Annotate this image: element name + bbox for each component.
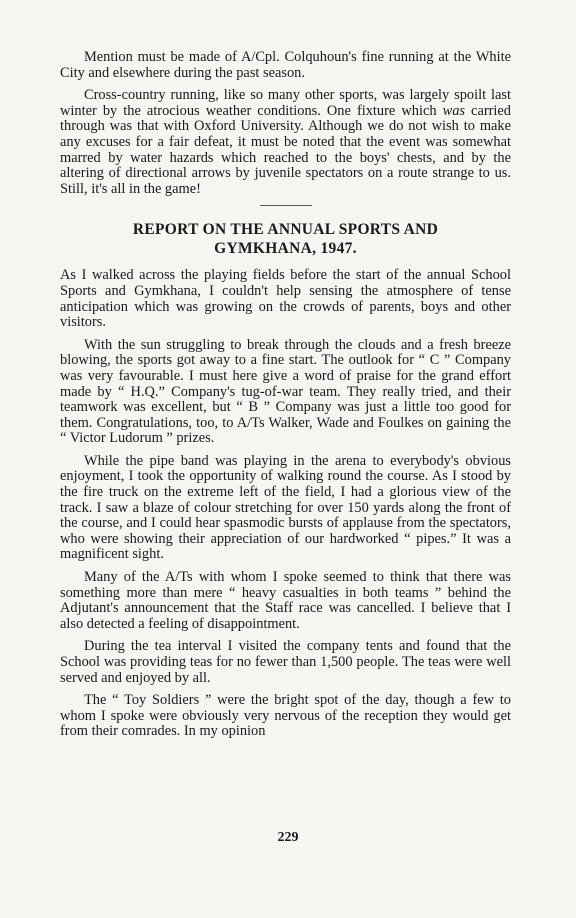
intro-paragraph-2-start: Cross-country running, like so many other sports, was largely spoilt last winter by the atrocious weather conditions. One fixture which (60, 87, 511, 119)
section-divider (260, 205, 312, 206)
emphasized-word: was (442, 102, 465, 119)
report-heading-line-1: REPORT ON THE ANNUAL SPORTS AND (132, 221, 439, 239)
report-paragraph-6: The “ Toy Soldiers ” were the bright spot of the day, though a few to whom I spoke were obviously very nervous of the reception they would get from their comrades. In my opinion (60, 692, 511, 740)
report-paragraph-2: With the sun struggling to break through the clouds and a fresh breeze blowing, the sports got away to a fine start. The outlook for “ C ” Company was very favourable. I must here give a word of praise for the grand effort made by “ H.Q.” Company's tug-of-war team. They really tried, and their teamwork was excellent, but “ B ” Company was just a little too good for them. Congratulations, too, to A/Ts Walker, Wade and Foulkes on gaining the “ Victor Ludorum ” prizes. (60, 336, 511, 447)
intro-paragraph-2 (60, 88, 511, 197)
intro-paragraph-1: Mention must be made of A/Cpl. Colquhoun's fine running at the White City and elsewhere during the past season. (60, 49, 511, 81)
report-paragraph-5: During the tea interval I visited the company tents and found that the School was providing teas for no fewer than 1,500 people. The teas were well served and enjoyed by all. (60, 638, 511, 686)
report-paragraph-4: Many of the A/Ts with whom I spoke seemed to think that there was something more than mere “ heavy casualties in both teams ” behind the Adjutant's announcement that the Staff race was cancelled. I believe that I also detected a feeling of disappointment. (60, 569, 511, 632)
page-number: 229 (277, 830, 299, 845)
report-heading (60, 220, 511, 258)
report-heading-line-2: GYMKHANA, 1947. (214, 240, 357, 258)
report-paragraph-3: While the pipe band was playing in the arena to everybody's obvious enjoyment, I took the opportunity of walking round the course. As I stood by the fire truck on the extreme left of the field, I had a glorious view of the track. I saw a blaze of colour stretching for over 150 yards along the front of the course, and I could hear spasmodic bursts of applause from the spectators, who were showing their appreciation of our hardworked “ pipes.” It was a magnificent sight. (60, 452, 511, 563)
report-paragraph-1: As I walked across the playing fields before the start of the annual School Sports and Gymkhana, I couldn't help sensing the atmosphere of tense anticipation which was growing on the crowds of parents, boys and other visitors. (60, 267, 511, 331)
intro-paragraph-2-end: carried through was that with Oxford University. Although we do not wish to make any excuses for a fair defeat, it must be noted that the event was somewhat marred by water hazards which reached to the boys' chests, and by the altering of directional arrows by juvenile spectators on a route strange to us. Still, it's all in the game! (60, 102, 511, 197)
